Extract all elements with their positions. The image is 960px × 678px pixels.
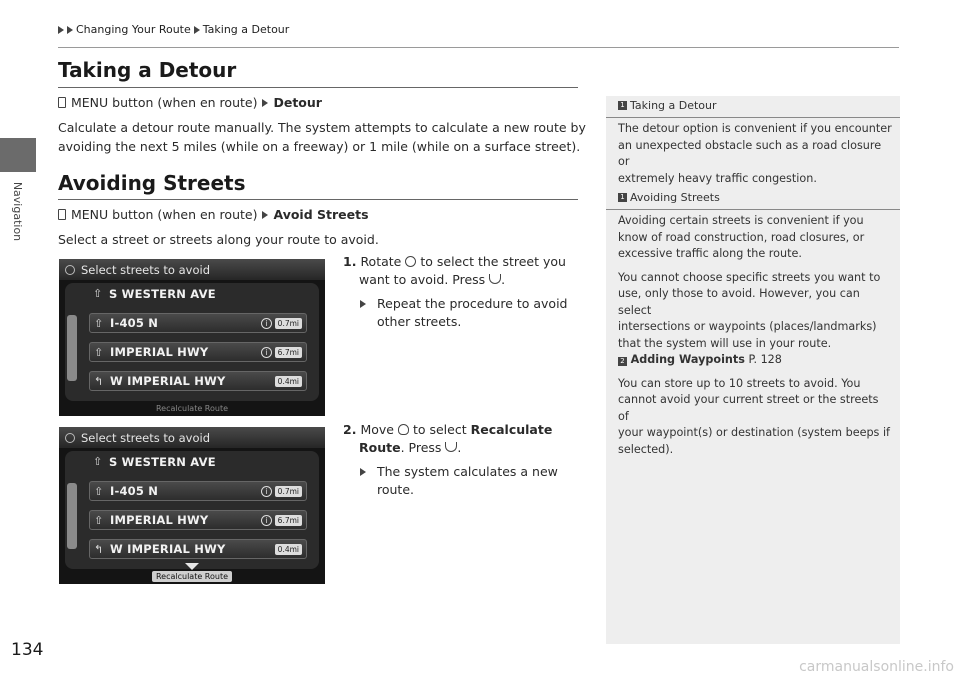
breadcrumb-arrow-icon	[194, 26, 200, 34]
note-marker-icon: 1	[618, 101, 627, 110]
voice-icon	[65, 265, 75, 275]
breadcrumb-item[interactable]: Taking a Detour	[202, 23, 290, 36]
enter-press-icon	[489, 274, 501, 284]
info-icon: i	[261, 318, 272, 329]
section-tab-label: Navigation	[11, 181, 25, 241]
direction-icon: ⇧	[94, 514, 104, 527]
distance-badge: 6.7mi	[275, 347, 302, 358]
avoid-menu-path: MENU button (when en route) Avoid Streets	[58, 207, 369, 222]
header-divider	[58, 47, 899, 48]
arrow-icon	[360, 468, 366, 476]
nav-screen-2	[59, 427, 325, 584]
breadcrumb-arrow-icon	[58, 26, 64, 34]
direction-icon: ↰	[94, 543, 104, 556]
detour-heading: Taking a Detour	[58, 58, 237, 82]
breadcrumb	[58, 23, 289, 36]
street-row[interactable]: ⇧ S WESTERN AVE	[93, 455, 216, 469]
detour-body: Calculate a detour route manually. The system attempts to calculate a new route by avoiding the next 5 miles (while on a freeway) or 1 mile (while on a surface street).	[58, 120, 586, 154]
recalculate-route-button[interactable]: Recalculate Route	[59, 572, 325, 581]
street-row[interactable]: ⇧ I-405 N i 0.7mi	[89, 313, 307, 333]
street-row[interactable]: ⇧ I-405 N i 0.7mi	[89, 481, 307, 501]
screen-header: Select streets to avoid	[59, 427, 325, 448]
page-number: 134	[11, 640, 44, 660]
direction-icon: ⇧	[93, 455, 103, 468]
nav-screen-1	[59, 259, 325, 416]
notes-sidebar	[606, 96, 900, 644]
direction-icon: ↰	[94, 375, 104, 388]
breadcrumb-item[interactable]: Changing Your Route	[76, 23, 191, 36]
street-row[interactable]: ⇧ IMPERIAL HWY i 6.7mi	[89, 510, 307, 530]
distance-badge: 0.7mi	[275, 318, 302, 329]
home-button-icon	[58, 209, 66, 220]
step-1: 1. Rotate to select the street you want to avoid. Press .	[343, 254, 566, 287]
avoid-intro: Select a street or streets along your route to avoid.	[58, 232, 379, 247]
heading-underline	[58, 87, 578, 88]
street-row[interactable]: ↰ W IMPERIAL HWY 0.4mi	[89, 371, 307, 391]
arrow-icon	[262, 99, 268, 107]
interface-dial-rotate-icon	[405, 256, 416, 267]
step-1-result: Repeat the procedure to avoid other streets.	[360, 295, 570, 331]
section-tab-marker	[0, 138, 36, 172]
avoid-heading: Avoiding Streets	[58, 171, 246, 195]
heading-underline	[58, 199, 578, 200]
info-icon: i	[261, 347, 272, 358]
distance-badge: 0.7mi	[275, 486, 302, 497]
interface-dial-move-icon	[398, 424, 409, 435]
info-icon: i	[261, 515, 272, 526]
cross-reference-link[interactable]: 2 Adding Waypoints P. 128	[618, 352, 892, 369]
step-2: 2. Move to select Recalculate Route. Press .	[343, 422, 553, 455]
direction-icon: ⇧	[94, 485, 104, 498]
screen-header: Select streets to avoid	[59, 259, 325, 280]
note-body-avoid: Avoiding certain streets is convenient if you know of road construction, road closures, or excessive traffic along the route. You cannot choose specific streets you want to use, only those to avoid. However, you can select intersections or waypoints (places/landmarks) that the system will use in your route. 2 Adding Waypoints P. 128 You can store up to 10 streets to avoid. You cannot avoid your current street or the streets of your waypoint(s) or destination (system beeps if selected).	[618, 214, 890, 456]
note-marker-icon: 1	[618, 193, 627, 202]
watermark: carmanualsonline.info	[799, 659, 954, 675]
voice-icon	[65, 433, 75, 443]
home-button-icon	[58, 97, 66, 108]
note-body-detour: The detour option is convenient if you encounter an unexpected obstacle such as a road closure or extremely heavy traffic congestion.	[618, 122, 892, 185]
arrow-icon	[262, 211, 268, 219]
distance-badge: 6.7mi	[275, 515, 302, 526]
distance-badge: 0.4mi	[275, 376, 302, 387]
info-icon: i	[261, 486, 272, 497]
recalculate-route-button[interactable]: Recalculate Route	[155, 404, 229, 413]
street-row[interactable]: ⇧ IMPERIAL HWY i 6.7mi	[89, 342, 307, 362]
arrow-icon	[360, 300, 366, 308]
note-title-avoid: 1 Avoiding Streets	[618, 191, 720, 204]
enter-press-icon	[445, 442, 457, 452]
direction-icon: ⇧	[93, 287, 103, 300]
selection-pointer-icon	[185, 563, 199, 570]
direction-icon: ⇧	[94, 346, 104, 359]
distance-badge: 0.4mi	[275, 544, 302, 555]
link-arrow-icon: 2	[618, 357, 627, 366]
breadcrumb-arrow-icon	[67, 26, 73, 34]
detour-menu-path: MENU button (when en route) Detour	[58, 95, 322, 110]
street-row[interactable]: ↰ W IMPERIAL HWY 0.4mi	[89, 539, 307, 559]
street-row[interactable]: ⇧ S WESTERN AVE	[93, 287, 216, 301]
note-title-detour: 1 Taking a Detour	[618, 99, 717, 112]
direction-icon: ⇧	[94, 317, 104, 330]
step-2-result: The system calculates a new route.	[360, 463, 570, 499]
